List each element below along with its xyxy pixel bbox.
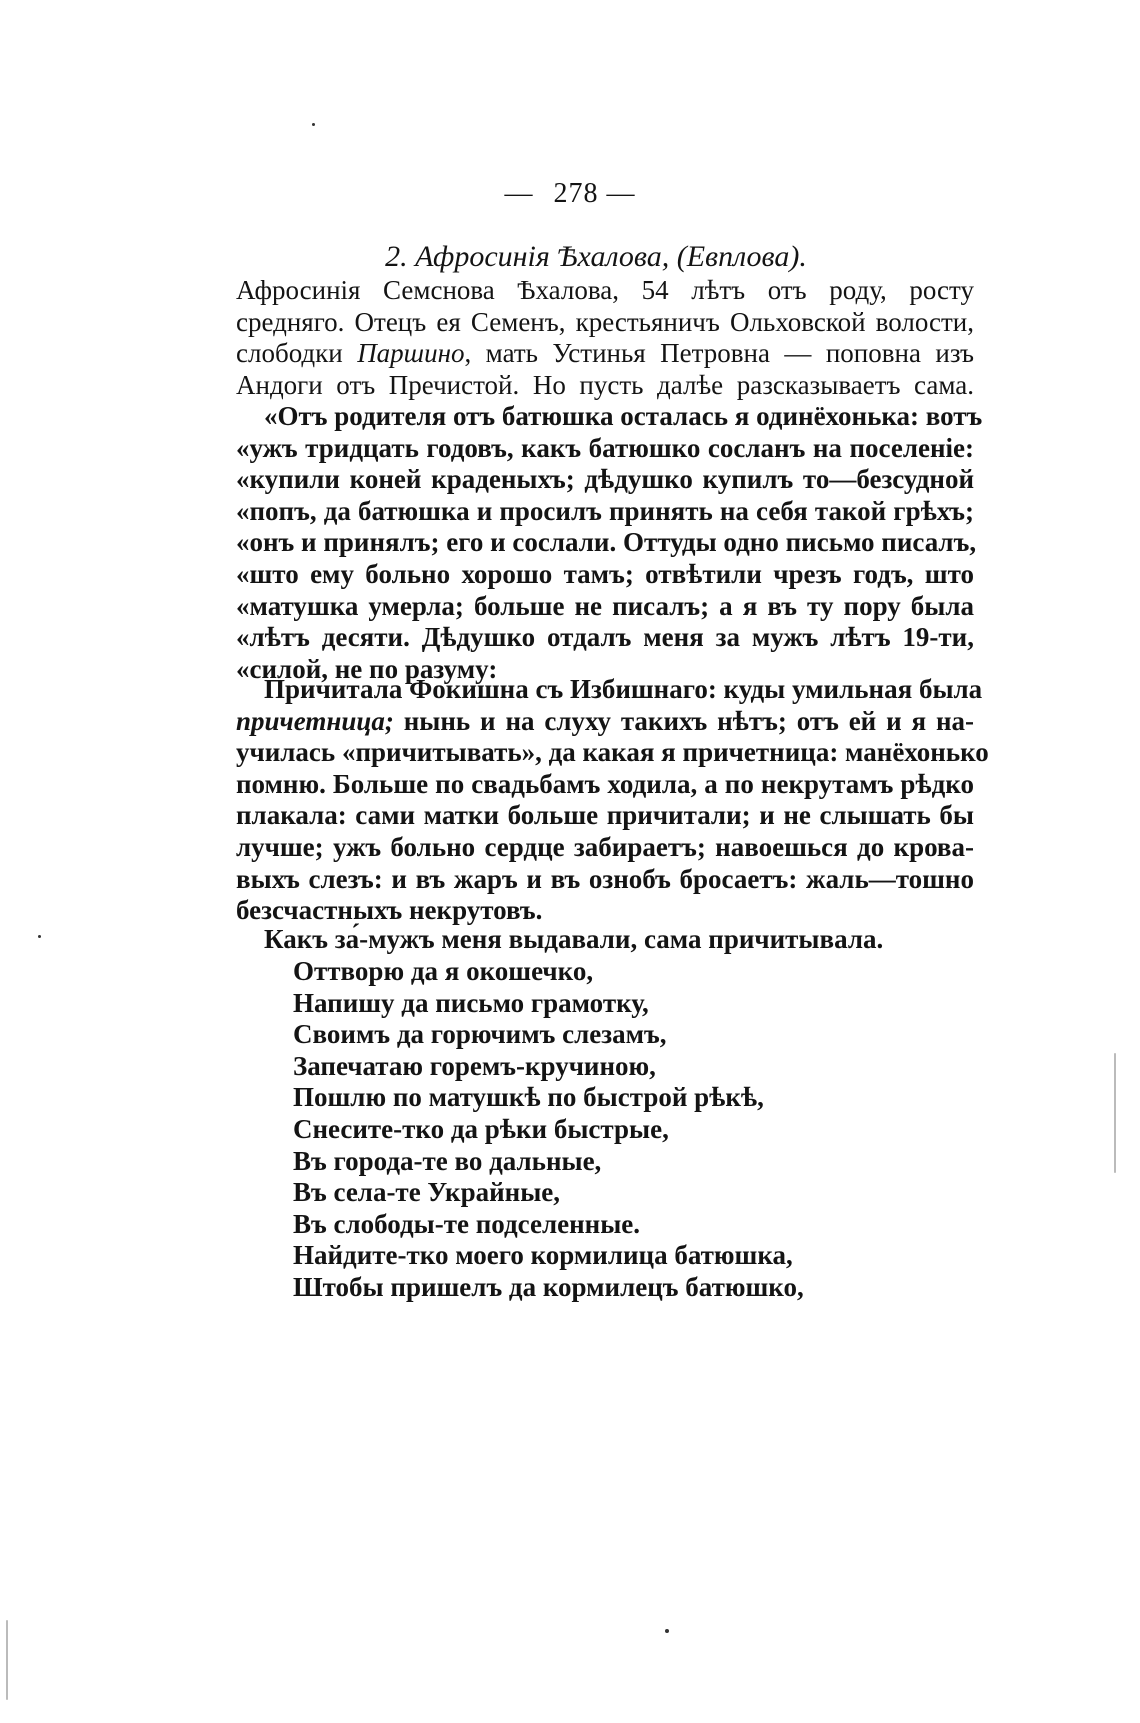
text-line: Какъ за́-мужъ меня выдавали, сама причитывала. <box>264 924 884 954</box>
text-line: Причитала Фокишна съ Избишнаго: куды умильная была <box>264 674 983 704</box>
text-line: безсчастныхъ некрутовъ. <box>236 895 543 926</box>
intro-paragraph <box>236 275 974 401</box>
verse-line: Запечатаю горемъ-кручиною, <box>293 1050 656 1081</box>
verse-line: Найдите-тко моего кормилица батюшка, <box>293 1240 793 1271</box>
verse-line: Въ города-те во дальные, <box>293 1145 602 1176</box>
verse-line: Своимъ да горючимъ слезамъ, <box>293 1019 667 1050</box>
scan-edge-line <box>6 1620 8 1700</box>
page-number <box>0 178 1140 210</box>
scan-speck <box>312 123 315 126</box>
text-fragment: нынь и на слуху такихъ нѣтъ; отъ ей и я на- <box>403 705 975 736</box>
narration-paragraph <box>236 401 983 685</box>
scan-edge-line <box>1114 1053 1116 1173</box>
text-line: Андоги отъ Пречистой. Но пусть далѣе разсказываетъ сама. <box>236 369 974 400</box>
italic-place-name: Паршино <box>357 338 465 369</box>
text-line: плакала: сами матки больше причитали; и не слышать бы <box>236 800 974 831</box>
scan-speck <box>38 935 41 938</box>
text-line: Афросинія Семснова Ѣхалова, 54 лѣтъ отъ роду, росту <box>236 275 974 305</box>
verse-line: Напишу да письмо грамотку, <box>293 987 649 1018</box>
text-line: «силой, не по разуму: <box>236 653 498 684</box>
text-line <box>236 706 974 738</box>
text-line: «што ему больно хорошо тамъ; отвѣтили чрезъ годъ, што <box>236 558 974 589</box>
page-number-value: 278 <box>553 178 599 209</box>
fokishna-paragraph <box>236 674 989 927</box>
text-line: «Отъ родителя отъ батюшка осталась я одинёхонька: вотъ <box>264 401 983 431</box>
text-line: «лѣтъ десяти. Дѣдушко отдалъ меня за мужъ лѣтъ 19-ти, <box>236 622 974 653</box>
text-line: выхъ слезъ: и въ жаръ и въ ознобъ бросаетъ: жаль—тошно <box>236 863 974 894</box>
verse-line: Оттворю да я окошечко, <box>293 956 594 986</box>
section-title: 2. Афросинія Ѣхалова, (Евплова). <box>385 240 807 273</box>
page-number-dash-right: — <box>606 178 636 209</box>
text-fragment: , мать Устинья Петровна — поповна изъ <box>464 338 974 369</box>
text-line: «онъ и принялъ; его и сослали. Оттуды одно письмо писалъ, <box>236 527 977 558</box>
verse-intro <box>236 924 974 956</box>
verse-line: Въ слободы-те подселенные. <box>293 1208 641 1239</box>
text-line: «попъ, да батюшка и просилъ принять на себя такой грѣхъ; <box>236 495 974 526</box>
verse-line: Въ села-те Украйные, <box>293 1177 561 1208</box>
text-line <box>236 338 974 370</box>
verse-line: Пошлю по матушкѣ по быстрой рѣкѣ, <box>293 1082 764 1113</box>
page-number-dash-left: — <box>504 178 534 209</box>
text-fragment: слободки <box>236 338 358 369</box>
verse-block <box>293 956 893 1304</box>
text-line: «матушка умерла; больше не писалъ; а я въ ту пору была <box>236 590 974 621</box>
verse-line: Штобы пришелъ да кормилецъ батюшко, <box>293 1271 804 1302</box>
text-line: «купили коней краденыхъ; дѣдушко купилъ то—безсудной <box>236 464 974 495</box>
verse-line: Снесите-тко да рѣки быстрые, <box>293 1113 669 1144</box>
text-line: средняго. Отецъ ея Семенъ, крестьяничъ Ольховской волости, <box>236 306 974 337</box>
text-line: лучше; ужъ больно сердце забираетъ; навоешься до крова- <box>236 831 974 862</box>
italic-word: причетница; <box>236 705 394 736</box>
text-line: училась «причитывать», да какая я причетница: манёхонько <box>236 737 989 768</box>
text-line: помню. Больше по свадьбамъ ходила, а по некрутамъ рѣдко <box>236 768 974 799</box>
scan-speck <box>665 1629 669 1633</box>
text-line: «ужъ тридцать годовъ, какъ батюшко сосланъ на поселеніе: <box>236 432 974 463</box>
